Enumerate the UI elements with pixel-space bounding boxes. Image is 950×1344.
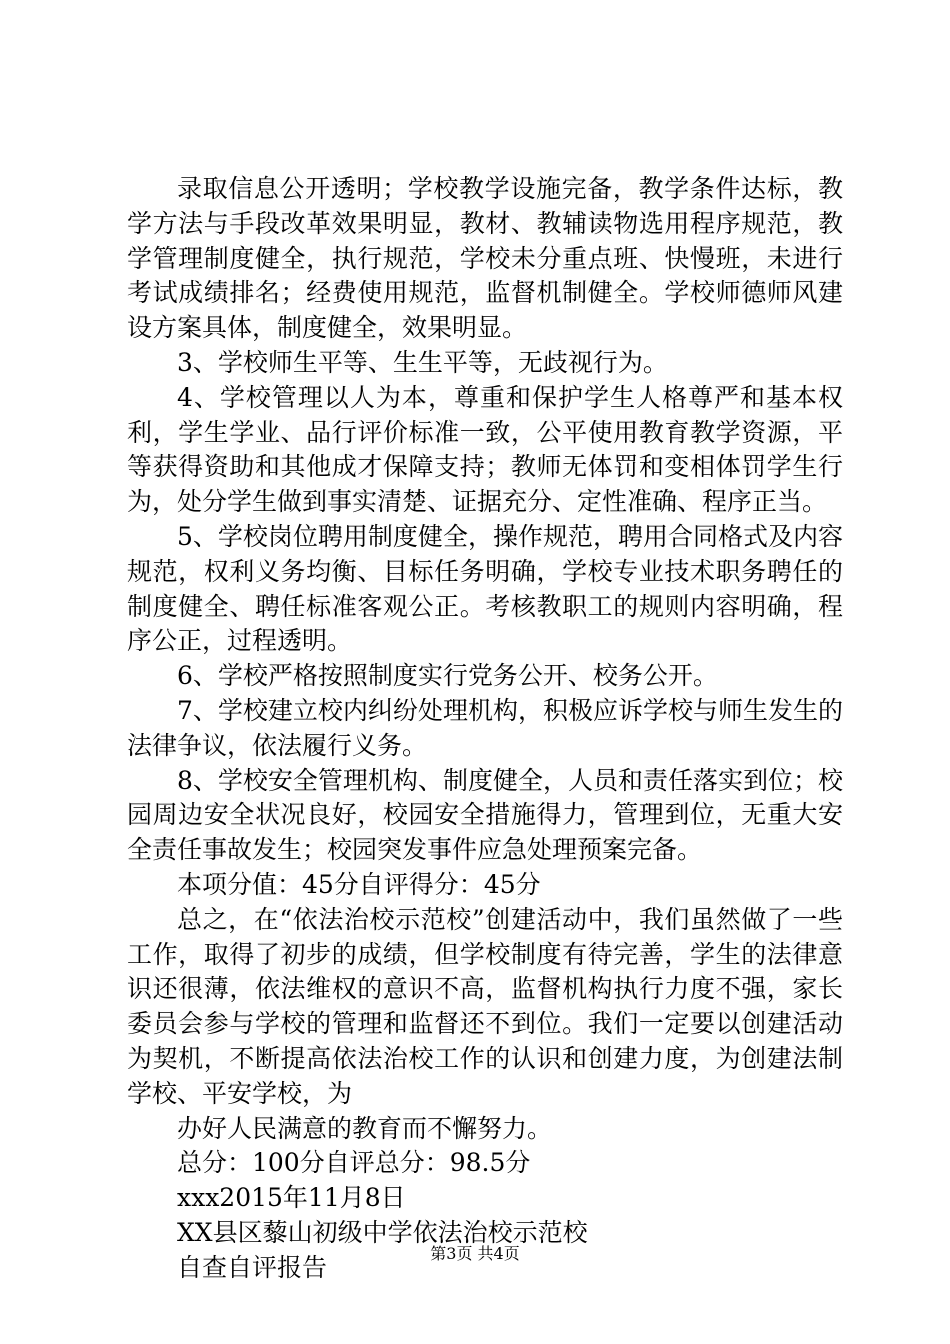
paragraph-item-3: 3、学校师生平等、生生平等，无歧视行为。 — [177, 347, 668, 377]
paragraph-item-5: 5、学校岗位聘用制度健全，操作规范，聘用合同格式及内容规范，权利义务均衡、目标任务明确，学校专业技术职务聘任的制度健全、聘任标准客观公正。考核教职工的规则内容明确，程序公正，过程透明。 — [127, 521, 843, 656]
paragraph-admission-and-teaching: 录取信息公开透明；学校教学设施完备，教学条件达标，教学方法与手段改革效果明显，教材、教辅读物选用程序规范，教学管理制度健全，执行规范，学校未分重点班、快慢班，未进行考试成绩排名；经费使用规范，监督机制健全。学校师德师风建设方案具体，制度健全，效果明显。 — [127, 174, 843, 343]
paragraph-item-6: 6、学校严格按照制度实行党务公开、校务公开。 — [177, 661, 718, 691]
page-number-footer: 第3页 共4页 — [430, 1244, 520, 1263]
document-body — [127, 172, 843, 1286]
paragraph-item-4: 4、学校管理以人为本，尊重和保护学生人格尊严和基本权利，学生学业、品行评价标准一致，公平使用教育教学资源，平等获得资助和其他成才保障支持；教师无体罚和变相体罚学生行为，处分学生做到事实清楚、证据充分、定性准确、程序正当。 — [127, 382, 843, 517]
report-title-line: 自查自评报告 — [177, 1252, 328, 1282]
section-score-line: 本项分值：45分自评得分：45分 — [177, 869, 541, 899]
paragraph-summary-continued: 办好人民满意的教育而不懈努力。 — [177, 1113, 553, 1143]
paragraph-item-8: 8、学校安全管理机构、制度健全，人员和责任落实到位；校园周边安全状况良好，校园安全措施得力，管理到位，无重大安全责任事故发生；校园突发事件应急处理预案完备。 — [127, 765, 843, 865]
school-name-line: XX县区藜山初级中学依法治校示范校 — [177, 1217, 588, 1247]
paragraph-summary: 总之，在“依法治校示范校”创建活动中，我们虽然做了一些工作，取得了初步的成绩，但学校制度有待完善，学生的法律意识还很薄，依法维权的意识不高，监督机构执行力度不强，家长委员会参与学校的管理和监督还不到位。我们一定要以创建活动为契机，不断提高依法治校工作的认识和创建力度，为创建法制学校、平安学校，为 — [127, 904, 843, 1108]
paragraph-item-7: 7、学校建立校内纠纷处理机构，积极应诉学校与师生发生的法律争议，依法履行义务。 — [127, 695, 843, 760]
total-score-line: 总分：100分自评总分：98.5分 — [177, 1148, 531, 1178]
date-line: xxx2015年11月8日 — [177, 1183, 406, 1213]
